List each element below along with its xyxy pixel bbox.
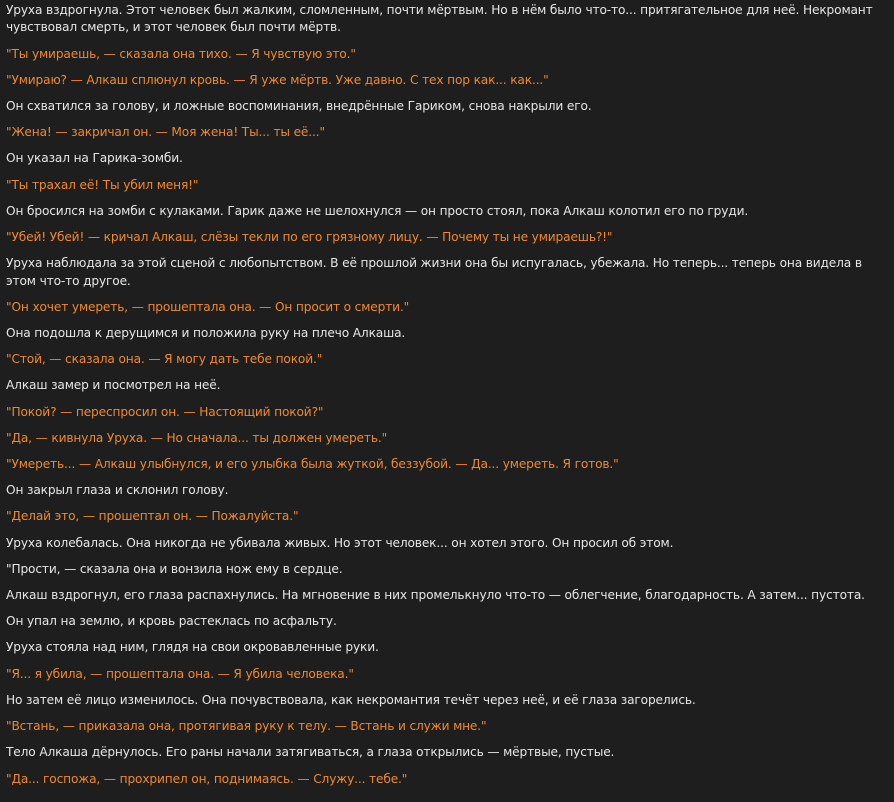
- narration-paragraph: Уруха вздрогнула. Этот человек был жалким, сломленным, почти мёртвым. Но в нём было что-то... притягательное для неё. Некромант чувствовал смерть, и этот человек был почти мёртв.: [6, 3, 873, 35]
- dialogue-line: "Да... госпожа, — прохрипел он, поднимаясь. — Служу... тебе.": [6, 771, 408, 786]
- dialogue-line: "Покой? — переспросил он. — Настоящий покой?": [6, 404, 324, 419]
- dialogue-line: "Встань, — приказала она, протягивая руку к телу. — Встань и служи мне.": [6, 719, 487, 734]
- narration-paragraph: Уруха стояла над ним, глядя на свои окровавленные руки.: [6, 640, 379, 655]
- narration-paragraph: Тело Алкаша дёрнулось. Его раны начали затягиваться, а глаза открылись — мёртвые, пустые.: [6, 745, 615, 760]
- dialogue-line: "Жена! — закричал он. — Моя жена! Ты... ты её...": [6, 125, 325, 140]
- narration-paragraph: Она подошла к дерущимся и положила руку на плечо Алкаша.: [6, 326, 406, 341]
- narration-paragraph: Он указал на Гарика-зомби.: [6, 151, 183, 166]
- narration-paragraph: Уруха колебалась. Она никогда не убивала живых. Но этот человек... он хотел этого. Он просил об этом.: [6, 535, 674, 550]
- dialogue-line: "Да, — кивнула Уруха. — Но сначала... ты должен умереть.": [6, 430, 388, 445]
- dialogue-line: "Делай это, — прошептал он. — Пожалуйста.": [6, 509, 299, 524]
- narration-paragraph: Алкаш замер и посмотрел на неё.: [6, 378, 221, 393]
- story-text: [6, 2, 888, 788]
- dialogue-line: "Умереть... — Алкаш улыбнулся, и его улыбка была жуткой, беззубой. — Да... умереть. Я готов.": [6, 457, 619, 472]
- narration-paragraph: Алкаш вздрогнул, его глаза распахнулись. На мгновение в них промелькнуло что-то — облегчение, благодарность. А затем... пустота.: [6, 588, 865, 603]
- dialogue-line: "Ты трахал её! Ты убил меня!": [6, 177, 199, 192]
- narration-paragraph: Но затем её лицо изменилось. Она почувствовала, как некромантия течёт через неё, и её глаза загорелись.: [6, 692, 696, 707]
- narration-paragraph: Он бросился на зомби с кулаками. Гарик даже не шелохнулся — он просто стоял, пока Алкаш колотил его по груди.: [6, 203, 749, 218]
- dialogue-line: "Стой, — сказала она. — Я могу дать тебе покой.": [6, 352, 323, 367]
- narration-paragraph: "Прости, — сказала она и вонзила нож ему в сердце.: [6, 561, 343, 576]
- dialogue-line: "Ты умираешь, — сказала она тихо. — Я чувствую это.": [6, 46, 356, 61]
- dialogue-line: "Убей! Убей! — кричал Алкаш, слёзы текли по его грязному лицу. — Почему ты не умираешь?!": [6, 230, 613, 245]
- narration-paragraph: Он упал на землю, и кровь растеклась по асфальту.: [6, 614, 337, 629]
- dialogue-line: "Он хочет умереть, — прошептала она. — Он просит о смерти.": [6, 299, 410, 314]
- narration-paragraph: Он схватился за голову, и ложные воспоминания, внедрённые Гариком, снова накрыли его.: [6, 99, 592, 114]
- dialogue-line: "Умираю? — Алкаш сплюнул кровь. — Я уже мёртв. Уже давно. С тех пор как... как...": [6, 72, 549, 87]
- narration-paragraph: Уруха наблюдала за этой сценой с любопытством. В её прошлой жизни она бы испугалась, убежала. Но теперь... теперь она видела в этом что-то другое.: [6, 256, 862, 288]
- narration-paragraph: Он закрыл глаза и склонил голову.: [6, 483, 229, 498]
- dialogue-line: "Я... я убила, — прошептала она. — Я убила человека.": [6, 666, 354, 681]
